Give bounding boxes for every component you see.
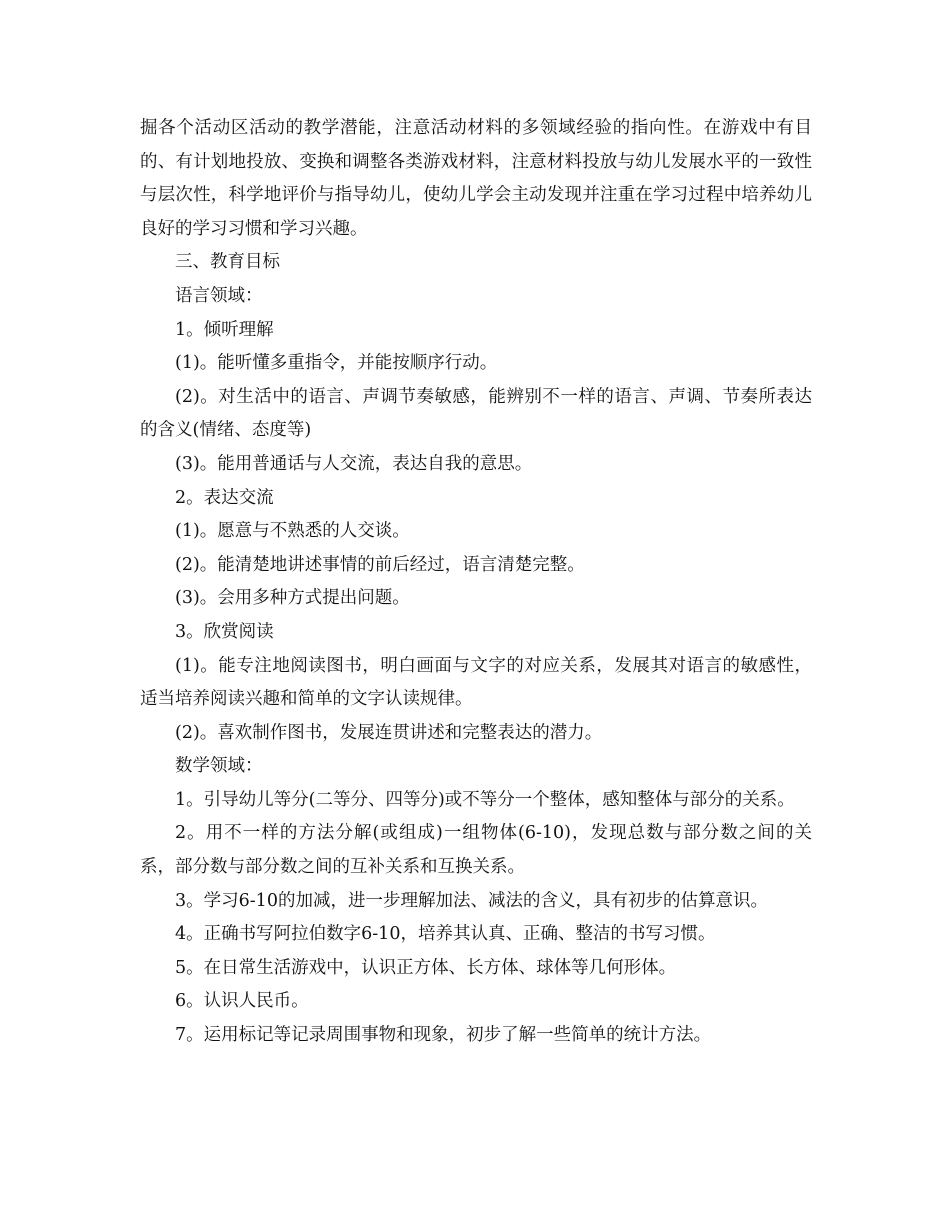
list-item: (3)。会用多种方式提出问题。 (175, 588, 410, 609)
list-item: 4。正确书写阿拉伯数字6-10，培养其认真、正确、整洁的书写习惯。 (175, 924, 716, 945)
item-appreciation-reading: 3。欣赏阅读 (175, 621, 274, 642)
list-item: 2。用不一样的方法分解(或组成)一组物体(6-10)，发现总数与部分数之间的关系，部分数与部分数之间的互补关系和互换关系。 (140, 823, 812, 878)
list-item: (1)。能听懂多重指令，并能按顺序行动。 (175, 353, 498, 374)
list-item: (1)。愿意与不熟悉的人交谈。 (175, 521, 410, 542)
list-item: 1。引导幼儿等分(二等分、四等分)或不等分一个整体，感知整体与部分的关系。 (175, 789, 795, 810)
item-expression-communication: 2。表达交流 (175, 487, 274, 508)
list-item: (1)。能专注地阅读图书，明白画面与文字的对应关系，发展其对语言的敏感性，适当培养阅读兴趣和简单的文字认读规律。 (140, 655, 812, 710)
subheading-language-domain: 语言领域： (175, 285, 263, 306)
list-item: 6。认识人民币。 (175, 991, 309, 1012)
item-listening-comprehension: 1。倾听理解 (175, 319, 274, 340)
list-item: (2)。能清楚地讲述事情的前后经过，语言清楚完整。 (175, 554, 585, 575)
section-heading-education-goals: 三、教育目标 (175, 252, 280, 273)
list-item: (3)。能用普通话与人交流，表达自我的意思。 (175, 453, 533, 474)
list-item: (2)。喜欢制作图书，发展连贯讲述和完整表达的潜力。 (175, 722, 603, 743)
list-item: 7。运用标记等记录周围事物和现象，初步了解一些简单的统计方法。 (175, 1025, 712, 1046)
paragraph-continuation: 掘各个活动区活动的教学潜能，注意活动材料的多领域经验的指向性。在游戏中有目的、有计划地投放、变换和调整各类游戏材料，注意材料投放与幼儿发展水平的一致性与层次性，科学地评价与指导幼儿，使幼儿学会主动发现并注重在学习过程中培养幼儿良好的学习习惯和学习兴趣。 (140, 118, 812, 239)
subheading-math-domain: 数学领域： (175, 756, 263, 777)
document-body (140, 112, 812, 1053)
list-item: 5。在日常生活游戏中，认识正方体、长方体、球体等几何形体。 (175, 957, 677, 978)
list-item: (2)。对生活中的语言、声调节奏敏感，能辨别不一样的语言、声调、节奏所表达的含义(情绪、态度等) (140, 386, 812, 441)
list-item: 3。学习6-10的加减，进一步理解加法、减法的含义，具有初步的估算意识。 (175, 890, 768, 911)
